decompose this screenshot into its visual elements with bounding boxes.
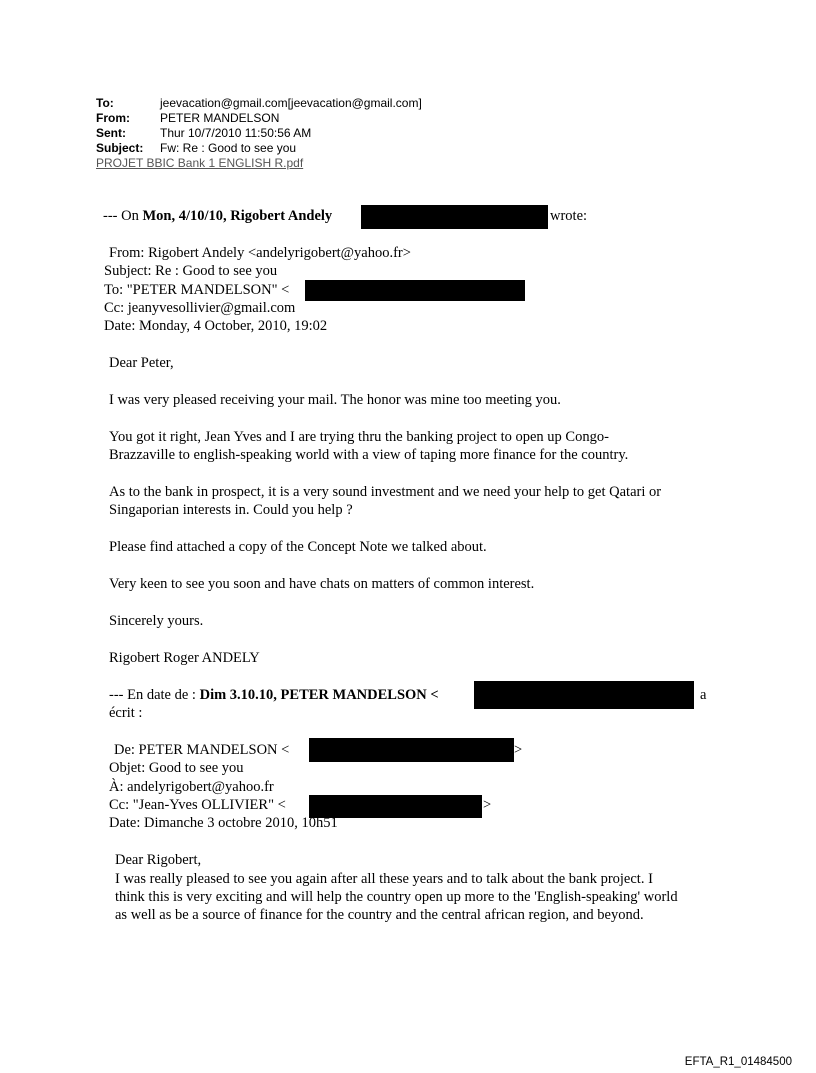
forward2-cc-end: > <box>483 797 492 813</box>
header-from-label: From: <box>96 111 130 125</box>
forward1-date: Date: Monday, 4 October, 2010, 19:02 <box>104 318 328 334</box>
header-subject-value: Fw: Re : Good to see you <box>160 141 297 155</box>
letter1-paragraph: As to the bank in prospect, it is a very sound investment and we need your help to get Qatari or <box>109 484 662 500</box>
forward1-subject: Subject: Re : Good to see you <box>104 263 278 279</box>
forward2-to: À: andelyrigobert@yahoo.fr <box>109 779 274 795</box>
header-sent-row <box>96 126 422 141</box>
forward1-intro-prefix: --- On <box>103 208 143 224</box>
letter1-paragraph: You got it right, Jean Yves and I are trying thru the banking project to open up Congo- <box>109 429 609 445</box>
forward2-intro <box>109 687 439 704</box>
letter1-paragraph: Brazzaville to english-speaking world with a view of taping more finance for the country. <box>109 447 629 463</box>
letter2-greeting: Dear Rigobert, <box>115 852 202 868</box>
forward2-intro-line2: écrit : <box>109 705 143 721</box>
letter2-line: I was really pleased to see you again after all these years and to talk about the bank project. I <box>115 871 653 887</box>
forward1-intro-suffix: wrote: <box>550 208 588 224</box>
letter1-greeting: Dear Peter, <box>109 355 174 371</box>
forward2-intro-suffix: a <box>700 687 707 703</box>
header-from-value: PETER MANDELSON <box>160 111 280 125</box>
forward1-intro-bold: Mon, 4/10/10, Rigobert Andely <box>142 208 333 224</box>
forward2-from: De: PETER MANDELSON < <box>114 742 290 758</box>
redaction-box <box>309 738 514 762</box>
forward1-cc: Cc: jeanyvesollivier@gmail.com <box>104 300 296 316</box>
header-sent-value: Thur 10/7/2010 11:50:56 AM <box>160 126 312 140</box>
letter1-paragraph: Very keen to see you soon and have chats on matters of common interest. <box>109 576 535 592</box>
document-id: EFTA_R1_01484500 <box>684 1056 792 1068</box>
header-to-label: To: <box>96 96 114 110</box>
redaction-box <box>474 681 694 709</box>
forward2-from-end: > <box>514 742 523 758</box>
letter1-paragraph: I was very pleased receiving your mail. The honor was mine too meeting you. <box>109 392 561 408</box>
forward2-date: Date: Dimanche 3 octobre 2010, 10h51 <box>109 815 338 831</box>
letter1-closing: Sincerely yours. <box>109 613 204 629</box>
header-subject-label: Subject: <box>96 141 144 155</box>
redaction-box <box>361 205 548 229</box>
forward2-subject: Objet: Good to see you <box>109 760 244 776</box>
redaction-box <box>305 280 525 301</box>
header-sent-label: Sent: <box>96 126 126 140</box>
header-subject-row <box>96 141 422 156</box>
letter1-signature: Rigobert Roger ANDELY <box>109 650 260 666</box>
forward1-to: To: "PETER MANDELSON" < <box>104 282 290 298</box>
forward1-from: From: Rigobert Andely <andelyrigobert@yahoo.fr> <box>109 245 411 261</box>
letter2-line: think this is very exciting and will help the country open up more to the 'English-speaking' world <box>115 889 678 905</box>
forward2-cc: Cc: "Jean-Yves OLLIVIER" < <box>109 797 286 813</box>
forward2-intro-prefix: --- En date de : <box>109 687 200 703</box>
email-header <box>96 96 422 171</box>
letter1-paragraph: Please find attached a copy of the Concept Note we talked about. <box>109 539 487 555</box>
header-from-row <box>96 111 422 126</box>
letter1-paragraph: Singaporian interests in. Could you help ? <box>109 502 353 518</box>
letter2-line: as well as be a source of finance for the country and the central african region, and beyond. <box>115 907 644 923</box>
attachment-link[interactable]: PROJET BBIC Bank 1 ENGLISH R.pdf <box>96 156 304 170</box>
forward1-intro <box>103 208 332 225</box>
header-to-value: jeevacation@gmail.com[jeevacation@gmail.com] <box>160 96 422 110</box>
forward2-intro-bold: Dim 3.10.10, PETER MANDELSON < <box>199 687 439 703</box>
header-to-row <box>96 96 422 111</box>
